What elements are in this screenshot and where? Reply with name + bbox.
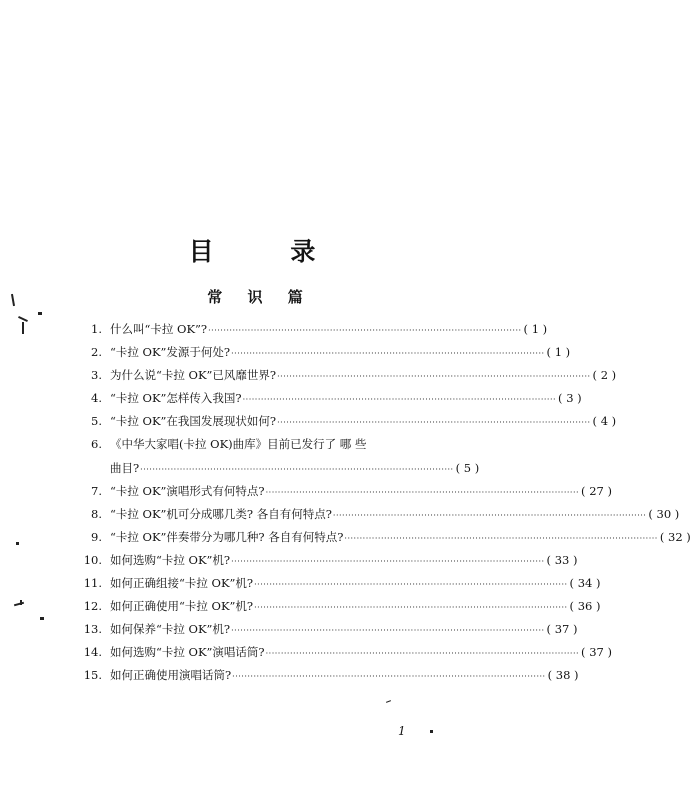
entry-page: ( 27 ) [581, 483, 612, 498]
entry-number: 1. [91, 322, 102, 336]
leader-dots: ······································································································· [277, 418, 591, 428]
scan-speck [38, 312, 42, 315]
entry-number: 14. [83, 645, 102, 660]
entry-title: 如何正确组接“卡拉 OK”机? [110, 576, 254, 591]
entry-title: 曲目? [110, 460, 140, 475]
leader-dots: ······································································································· [344, 533, 658, 543]
entry-title: “卡拉 OK”在我国发展现状如何? [110, 414, 277, 429]
page-title: 目 录 [188, 237, 350, 266]
leader-dots: ······································································································· [231, 626, 545, 636]
entry-number: 6. [91, 437, 102, 452]
entry-number: 10. [83, 552, 102, 567]
toc-entry [78, 367, 617, 390]
leader-dots: ······································································································· [231, 556, 545, 566]
table-of-contents [78, 321, 691, 691]
toc-entry [78, 413, 617, 436]
entry-number: 15. [83, 668, 102, 683]
page-number: 1 [398, 724, 406, 738]
leader-dots: ······································································································· [232, 672, 546, 682]
scan-speck [386, 700, 391, 703]
entry-title: 如何保养“卡拉 OK”机? [110, 622, 231, 637]
scan-speck [22, 322, 24, 334]
toc-entry [78, 644, 612, 667]
toc-entry [78, 321, 548, 344]
toc-entry [78, 344, 571, 367]
entry-title: 如何选购“卡拉 OK”演唱话筒? [110, 645, 265, 660]
entry-page: ( 1 ) [523, 322, 548, 336]
leader-dots: ······································································································· [208, 326, 522, 335]
scan-speck [16, 542, 19, 545]
leader-dots: ······································································································· [254, 580, 568, 590]
entry-number: 8. [91, 506, 102, 521]
leader-dots: ······································································································· [265, 649, 580, 659]
entry-title: “卡拉 OK”演唱形式有何特点? [110, 483, 265, 498]
toc-entry [78, 436, 458, 459]
entry-number: 3. [91, 368, 102, 383]
entry-title: 为什么说“卡拉 OK”已风靡世界? [110, 368, 277, 383]
entry-page: ( 36 ) [569, 599, 601, 614]
entry-page: ( 1 ) [546, 345, 571, 360]
toc-entry [78, 390, 582, 413]
leader-dots: ······································································································· [242, 395, 557, 405]
entry-title: 如何正确使用“卡拉 OK”机? [110, 599, 254, 614]
toc-entry [78, 483, 612, 506]
entry-title: “卡拉 OK”伴奏带分为哪几种? 各自有何特点? [110, 529, 344, 544]
toc-entry [78, 598, 601, 621]
entry-number: 11. [83, 576, 102, 591]
entry-title: 如何选购“卡拉 OK”机? [110, 552, 231, 567]
entry-page: ( 2 ) [592, 368, 617, 383]
leader-dots: ······································································································· [277, 372, 591, 382]
entry-page: ( 37 ) [581, 645, 612, 660]
entry-title: “卡拉 OK”怎样传入我国? [110, 391, 242, 406]
entry-number: 9. [91, 529, 102, 544]
entry-page: ( 37 ) [546, 622, 578, 637]
scan-speck [14, 602, 24, 607]
entry-number: 13. [83, 622, 102, 637]
entry-number: 5. [91, 414, 102, 429]
section-heading: 常 识 篇 [207, 288, 313, 306]
leader-dots: ······································································································· [231, 349, 545, 359]
entry-title: “卡拉 OK”机可分成哪几类? 各自有何特点? [110, 506, 332, 521]
leader-dots: ······································································································· [265, 487, 580, 497]
entry-page: ( 3 ) [558, 391, 582, 406]
entry-page: ( 34 ) [569, 576, 601, 591]
entry-page: ( 38 ) [547, 668, 579, 683]
entry-title: 《中华大家唱(卡拉 OK)曲库》目前已发行了 哪 些 [110, 437, 367, 452]
toc-entry [78, 552, 578, 575]
toc-entry [78, 506, 680, 529]
entry-number: 4. [91, 391, 102, 406]
toc-entry-continuation [78, 460, 480, 483]
toc-entry [78, 529, 691, 552]
entry-page: ( 5 ) [455, 460, 480, 475]
scan-speck [20, 600, 22, 605]
toc-entry [78, 667, 579, 690]
leader-dots: ······································································································· [140, 464, 454, 474]
entry-title: 如何正确使用演唱话筒? [110, 668, 232, 683]
scan-speck [430, 730, 433, 733]
leader-dots: ······································································································· [254, 603, 568, 613]
entry-number: 7. [91, 483, 102, 498]
entry-page: ( 32 ) [659, 529, 691, 544]
entry-number: 2. [91, 345, 102, 360]
leader-dots: ······································································································· [332, 510, 647, 520]
entry-number: 12. [83, 599, 102, 614]
entry-title: 什么叫“卡拉 OK”? [110, 322, 208, 336]
entry-title: “卡拉 OK”发源于何处? [110, 345, 231, 360]
toc-entry [78, 621, 578, 644]
entry-page: ( 33 ) [546, 552, 578, 567]
entry-page: ( 4 ) [592, 414, 617, 429]
toc-entry [78, 575, 601, 598]
entry-page: ( 30 ) [648, 506, 680, 521]
scan-speck [40, 617, 44, 620]
